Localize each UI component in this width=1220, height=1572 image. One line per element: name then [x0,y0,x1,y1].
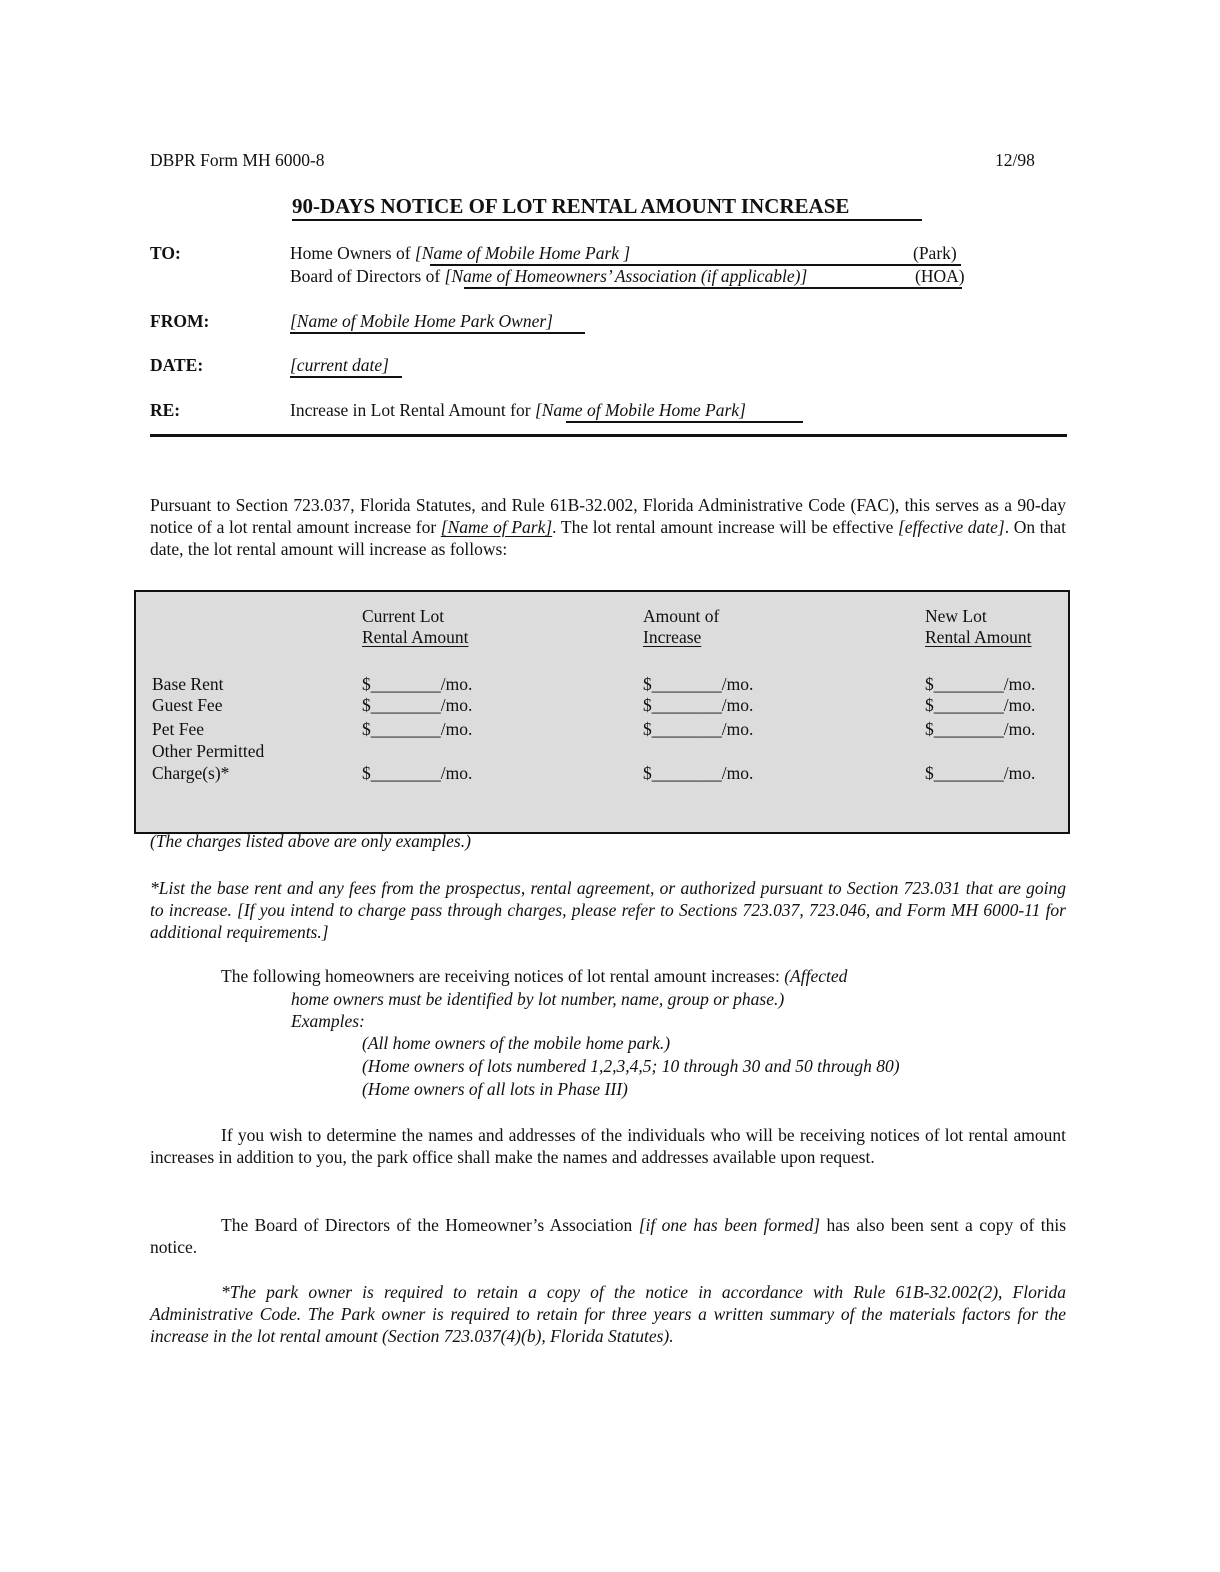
affected-lead-line [221,966,847,987]
row-label-guest-fee: Guest Fee [152,695,223,715]
pet-fee-new-input[interactable]: $________/mo. [925,719,1036,739]
re-line [290,400,746,421]
example-item: (Home owners of all lots in Phase III) [362,1079,628,1099]
affected-lead-italic: (Affected [784,966,848,986]
to-hoa-prefix: Board of Directors of [290,266,445,286]
example-item: (Home owners of lots numbered 1,2,3,4,5; 10 through 30 and 50 through 80) [362,1056,900,1076]
to-label: TO: [150,243,181,263]
to-line-hoa [290,266,807,287]
from-label: FROM: [150,311,210,331]
row-label-other-l1: Other Permitted [152,741,265,761]
base-rent-current-input[interactable]: $________/mo. [362,674,473,694]
board-field: [if one has been formed] [638,1215,821,1235]
examples-label: Examples: [291,1011,365,1031]
other-new-input[interactable]: $________/mo. [925,763,1036,783]
names-paragraph: If you wish to determine the names and addresses of the individuals who will be receiving notices of lot rental amount increases in addition to you, the park office shall make the names and addresses available upon request. [150,1125,1066,1167]
col-header-current [362,606,468,648]
example-item: (All home owners of the mobile home park.) [362,1033,671,1053]
re-park-field[interactable]: [Name of Mobile Home Park] [534,400,746,420]
col-header-increase-l2: Increase [643,627,702,647]
re-prefix: Increase in Lot Rental Amount for [290,400,535,420]
title-underline [292,219,922,221]
row-label-other-l2: Charge(s)* [152,763,230,783]
hoa-field-underline [464,287,962,289]
pet-fee-increase-input[interactable]: $________/mo. [643,719,754,739]
park-name-field[interactable]: [Name of Mobile Home Park ] [414,243,631,263]
intro-text-1: Pursuant to Section 723.037, Florida Statutes, and Rule 61B-32.002, Florida Administrative Code (FAC), this serves as a 90-day notice of a lot rental amount increase for [150,495,1066,537]
intro-park-field[interactable]: [Name of Park] [440,517,553,537]
base-rent-new-input[interactable]: $________/mo. [925,674,1036,694]
header-divider [150,434,1067,437]
date-field-underline [290,376,402,378]
intro-paragraph [150,494,1066,560]
page-title: 90-DAYS NOTICE OF LOT RENTAL AMOUNT INCREASE [292,194,850,218]
col-header-current-l1: Current Lot [362,606,445,626]
owner-field-underline [290,332,585,334]
col-header-new [925,606,1031,648]
row-label-base-rent: Base Rent [152,674,224,694]
to-line-park [290,243,630,264]
affected-lead: The following homeowners are receiving notices of lot rental amount increases: [221,966,785,986]
charges-footnote: *List the base rent and any fees from the prospectus, rental agreement, or authorized pursuant to Section 723.031 that are going to increase. [If you intend to charge pass through charges, please refer to Sections 723.037, 723.046, and Form MH 6000-11 for additional requirements.] [150,878,1066,942]
board-text-1: The Board of Directors of the Homeowner’s Association [221,1215,639,1235]
hoa-tag: (HOA) [915,266,965,286]
park-owner-field[interactable]: [Name of Mobile Home Park Owner] [290,311,553,331]
intro-text-3: . On that date, the lot rental amount will increase as follows: [150,517,1066,559]
col-header-increase-l1: Amount of [643,606,720,626]
intro-text-2: . The lot rental amount increase will be effective [552,517,898,537]
effective-date-field[interactable]: [effective date] [898,517,1005,537]
other-current-input[interactable]: $________/mo. [362,763,473,783]
guest-fee-current-input[interactable]: $________/mo. [362,695,473,715]
col-header-current-l2: Rental Amount [362,627,469,647]
retention-note: *The park owner is required to retain a copy of the notice in accordance with Rule 61B-32.002(2), Florida Administrative Code. The Park owner is required to retain for three years a written summary of the materials factors for the increase in the lot rental amount (Section 723.037(4)(b), Florida Statutes). [150,1282,1066,1346]
base-rent-increase-input[interactable]: $________/mo. [643,674,754,694]
form-id: DBPR Form MH 6000-8 [150,150,325,170]
col-header-increase [643,606,719,648]
table-note: (The charges listed above are only examples.) [150,831,471,851]
park-tag: (Park) [913,243,957,263]
pet-fee-current-input[interactable]: $________/mo. [362,719,473,739]
guest-fee-increase-input[interactable]: $________/mo. [643,695,754,715]
to-park-prefix: Home Owners of [290,243,415,263]
board-text-2: has also been sent a copy of this notice. [150,1215,1067,1257]
guest-fee-new-input[interactable]: $________/mo. [925,695,1036,715]
row-label-pet-fee: Pet Fee [152,719,205,739]
other-increase-input[interactable]: $________/mo. [643,763,754,783]
col-header-new-l1: New Lot [925,606,987,626]
re-label: RE: [150,400,181,420]
board-paragraph [150,1214,1066,1258]
date-label: DATE: [150,355,204,375]
affected-line2: home owners must be identified by lot number, name, group or phase.) [291,989,785,1009]
re-field-underline [566,421,803,423]
hoa-name-field[interactable]: [Name of Homeowners’ Association (if applicable)] [444,266,808,286]
form-revision: 12/98 [995,150,1035,170]
col-header-new-l2: Rental Amount [925,627,1032,647]
current-date-field[interactable]: [current date] [290,355,389,375]
